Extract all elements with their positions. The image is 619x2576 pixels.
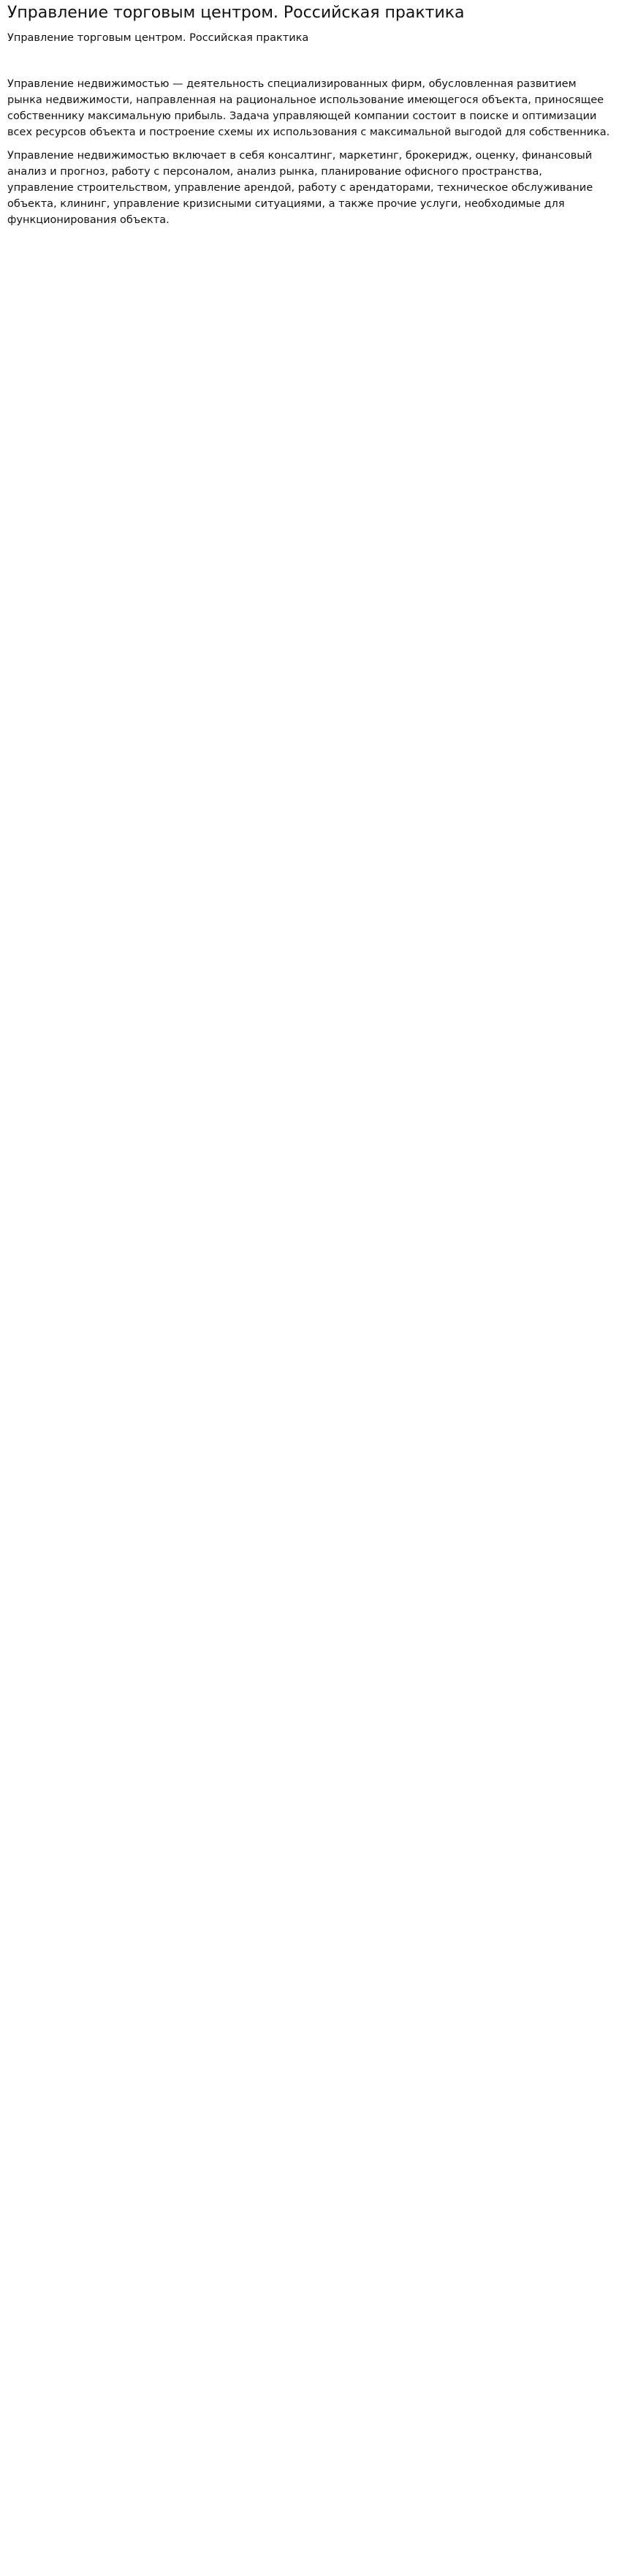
paragraph: Управление недвижимостью — деятельность специализированных фирм, обусловленная развитием рынка недвижимости, направленная на рациональное использование имеющегося объекта, приносящее собственнику максимальную прибыль. Задача управляющей компании состоит в поиске и оптимизации всех ресурсов объекта и построение схемы их использования с максимальной выгодой для собственника. [7, 78, 610, 138]
page-title: Управление торговым центром. Российская практика [7, 4, 465, 22]
article-body [7, 76, 610, 228]
page-subtitle: Управление торговым центром. Российская практика [7, 32, 309, 44]
article-page [0, 0, 619, 250]
paragraph: Управление недвижимостью включает в себя консалтинг, маркетинг, брокеридж, оценку, финансовый анализ и прогноз, работу с персоналом, анализ рынка, планирование офисного пространства, управление строительством, управление арендой, работу с арендаторами, техническое обслуживание объекта, клининг, управление кризисными ситуациями, а также прочие услуги, необходимые для функционирования объекта. [7, 150, 593, 226]
